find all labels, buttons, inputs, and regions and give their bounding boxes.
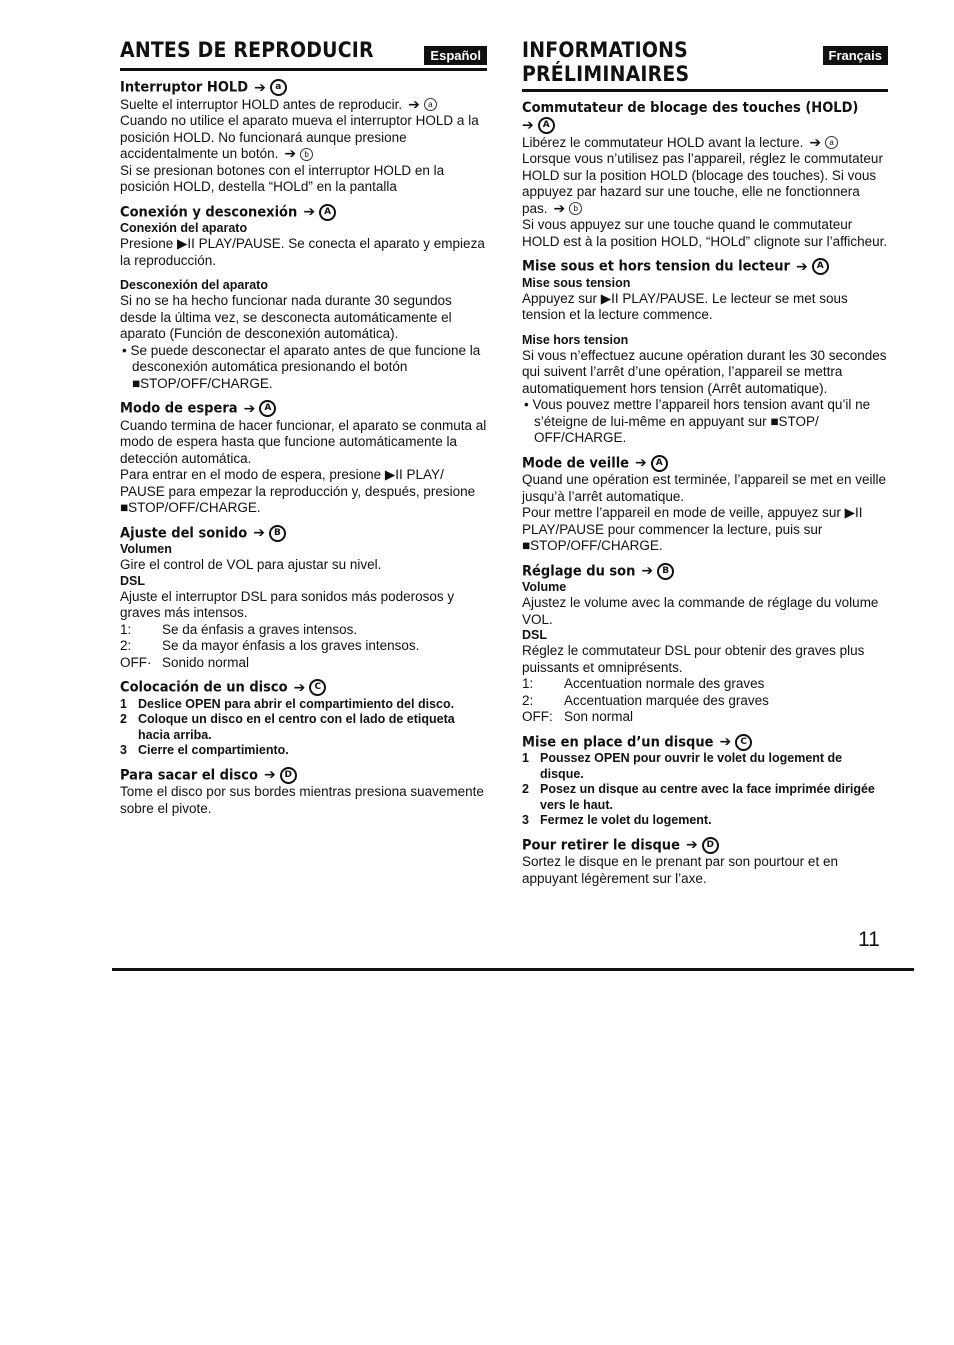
figure-ref-icon: A [812, 258, 829, 275]
arrow-icon: ➔ [641, 563, 654, 579]
paragraph: Libérez le commutateur HOLD avant la lecture. ➔ a [522, 135, 888, 152]
section-heading: Réglage du son ➔ B [522, 563, 888, 581]
arrow-icon: ➔ [253, 525, 265, 541]
figure-ref-icon: D [702, 837, 719, 854]
option-row: 2: Accentuation marquée des graves [522, 692, 769, 708]
section-remove-es [120, 767, 487, 818]
spanish-column [120, 38, 487, 817]
french-header [522, 38, 888, 92]
arrow-icon: ➔ [635, 455, 647, 471]
page-title-es: ANTES DE REPRODUCIR [120, 38, 374, 62]
section-heading: Mise en place d’un disque ➔ C [522, 734, 888, 752]
paragraph: Si vous appuyez sur une touche quand le commutateur HOLD est à la position HOLD, “HOLd” clignote sur l’afficheur. [522, 217, 888, 249]
step-item: 3 Fermez le volet du logement. [522, 813, 712, 827]
paragraph: Si vous n’effectuez aucune opération durant les 30 secondes qui suivent l’arrêt d’une opération, l’appareil se mettra automatiquement hors tension (Arrêt automatique). [522, 347, 887, 396]
figure-ref-icon: D [280, 767, 297, 784]
french-column [522, 38, 888, 887]
section-heading: Conexión y desconexión ➔ A [120, 204, 487, 222]
subheading: Volume [522, 580, 567, 594]
paragraph: Suelte el interruptor HOLD antes de reproducir. ➔ a [120, 97, 487, 114]
bullet-note: • Se puede desconectar el aparato antes de que funcione la desconexión automática presionando el botón ■STOP/OFF/CHARGE. [122, 342, 481, 391]
step-item: 1 Poussez OPEN pour ouvrir le volet du logement de disque. [522, 751, 843, 781]
arrow-icon: ➔ [719, 734, 732, 750]
bullet-note: • Vous pouvez mettre l’appareil hors tension avant qu’il ne s’éteigne de lui-même en appuyant sur ■STOP/ OFF/CHARGE. [524, 397, 871, 445]
option-row: OFF· Sonido normal [120, 654, 250, 670]
arrow-icon: ➔ [303, 204, 316, 220]
figure-ref-icon: A [259, 400, 276, 417]
step-item: 3 Cierre el compartimiento. [120, 743, 289, 757]
subheading: Mise hors tension [522, 332, 629, 347]
figure-ref-icon: C [735, 734, 752, 751]
paragraph: Tome el disco por sus bordes mientras presiona suavemente sobre el pivote. [120, 784, 484, 816]
section-heading: Interruptor HOLD ➔ a [120, 79, 487, 97]
arrow-icon: ➔ [553, 200, 566, 217]
figure-ref-icon: a [424, 98, 437, 111]
subheading: DSL [120, 573, 145, 588]
step-item: 2 Posez un disque au centre avec la face imprimée dirigée vers le haut. [522, 782, 875, 812]
figure-ref-icon: A [538, 117, 555, 134]
paragraph: Presione ▶II PLAY/PAUSE. Se conecta el aparato y empieza la reproducción. [120, 236, 485, 268]
figure-ref-icon: A [651, 455, 668, 472]
option-row: 2: Se da mayor énfasis a los graves intensos. [120, 638, 420, 653]
figure-ref-icon: b [569, 202, 582, 215]
page-title-fr: INFORMATIONS PRÉLIMINAIRES [522, 38, 690, 86]
section-remove-fr [522, 837, 888, 888]
section-heading: Ajuste del sonido ➔ B [120, 525, 487, 543]
section-insert-fr [522, 734, 888, 829]
subheading: Desconexión del aparato [120, 278, 268, 292]
arrow-icon: ➔ [408, 96, 420, 113]
paragraph: Cuando no utilice el aparato mueva el interruptor HOLD a la posición HOLD. No funcionará aunque presione accidentalmente un botón. ➔ b [120, 113, 479, 162]
paragraph: Ajustez le volume avec la commande de réglage du volume VOL. [522, 595, 879, 627]
paragraph: Si no se ha hecho funcionar nada durante 30 segundos desde la última vez, se desconecta automáticamente el aparato (Función de desconexión automática). [120, 293, 452, 341]
section-heading: Colocación de un disco ➔ C [120, 679, 487, 697]
option-row: 1: Accentuation normale des graves [522, 676, 765, 691]
language-badge-es: Español [424, 46, 487, 65]
section-standby-fr [522, 455, 888, 555]
paragraph: Ajuste el interruptor DSL para sonidos más poderosos y graves más intensos. [120, 588, 455, 620]
arrow-icon: ➔ [522, 117, 534, 134]
spanish-header [120, 38, 487, 71]
section-sound-fr [522, 563, 888, 726]
bottom-rule-thin [876, 969, 914, 970]
section-heading: Mode de veille ➔ A [522, 455, 888, 473]
paragraph: Quand une opération est terminée, l’appareil se met en veille jusqu’à l’arrêt automatique. [522, 472, 886, 504]
arrow-icon: ➔ [685, 837, 698, 853]
subheading: Mise sous tension [522, 275, 631, 290]
section-heading: Mise sous et hors tension du lecteur ➔ A [522, 258, 888, 276]
subheading: Volumen [120, 542, 172, 556]
paragraph: Gire el control de VOL para ajustar su nivel. [120, 557, 382, 572]
page-number: 11 [858, 928, 880, 951]
figure-ref-icon: a [825, 136, 838, 149]
section-hold-es [120, 79, 487, 196]
figure-ref-icon: B [269, 525, 286, 542]
figure-ref-icon: C [309, 679, 326, 696]
paragraph: Lorsque vous n’utilisez pas l’appareil, réglez le commutateur HOLD sur la position HOLD (blocage des touches). Si vous appuyez par hazard sur une touche, elle ne fonctionnera pas. ➔ b [522, 151, 883, 217]
section-standby-es [120, 400, 487, 517]
paragraph: Si se presionan botones con el interruptor HOLD en la posición HOLD, destella “HOLd” en la pantalla [120, 162, 445, 194]
arrow-icon: ➔ [795, 258, 808, 275]
figure-ref-icon: B [657, 563, 674, 580]
paragraph: Cuando termina de hacer funcionar, el aparato se conmuta al modo de espera hasta que funcione automáticamente la detección automática. [120, 417, 487, 466]
subheading: Conexión del aparato [120, 221, 248, 235]
arrow-icon: ➔ [263, 767, 276, 783]
paragraph: Appuyez sur ▶II PLAY/PAUSE. Le lecteur se met sous tension et la lecture commence. [522, 290, 848, 322]
language-badge-fr: Français [823, 46, 888, 65]
section-power-fr [522, 258, 888, 447]
figure-ref-icon: b [300, 148, 313, 161]
option-row: OFF: Son normal [522, 709, 634, 724]
step-item: 1 Deslice OPEN para abrir el compartimiento del disco. [120, 696, 455, 711]
arrow-icon: ➔ [809, 134, 822, 151]
arrow-icon: ➔ [243, 400, 256, 417]
section-heading: Para sacar el disco ➔ D [120, 767, 487, 785]
option-row: 1: Se da énfasis a graves intensos. [120, 621, 358, 637]
bottom-rule [112, 968, 914, 971]
section-insert-es [120, 679, 487, 759]
arrow-icon: ➔ [284, 146, 297, 162]
figure-ref-icon: A [319, 204, 336, 221]
arrow-icon: ➔ [254, 79, 266, 96]
section-heading: Commutateur de blocage des touches (HOLD) ➔ A [522, 100, 859, 134]
section-power-es [120, 204, 487, 393]
section-heading: Pour retirer le disque ➔ D [522, 837, 888, 855]
figure-ref-icon: a [270, 79, 287, 96]
step-item: 2 Coloque un disco en el centro con el lado de etiqueta hacia arriba. [120, 712, 455, 742]
paragraph: Pour mettre l’appareil en mode de veille, appuyez sur ▶II PLAY/PAUSE pour commencer la lecture, puis sur ■STOP/OFF/CHARGE. [522, 505, 863, 553]
paragraph: Réglez le commutateur DSL pour obtenir des graves plus puissants et omniprésents. [522, 643, 865, 675]
paragraph: Sortez le disque en le prenant par son pourtour et en appuyant légèrement sur l’axe. [522, 854, 838, 886]
subheading: DSL [522, 628, 547, 642]
section-hold-fr [522, 100, 888, 250]
section-sound-es [120, 525, 487, 672]
arrow-icon: ➔ [293, 679, 306, 696]
section-heading: Modo de espera ➔ A [120, 400, 487, 418]
paragraph: Para entrar en el modo de espera, presione ▶II PLAY/ PAUSE para empezar la reproducción y, después, presione ■STOP/OFF/CHARGE. [120, 467, 476, 515]
